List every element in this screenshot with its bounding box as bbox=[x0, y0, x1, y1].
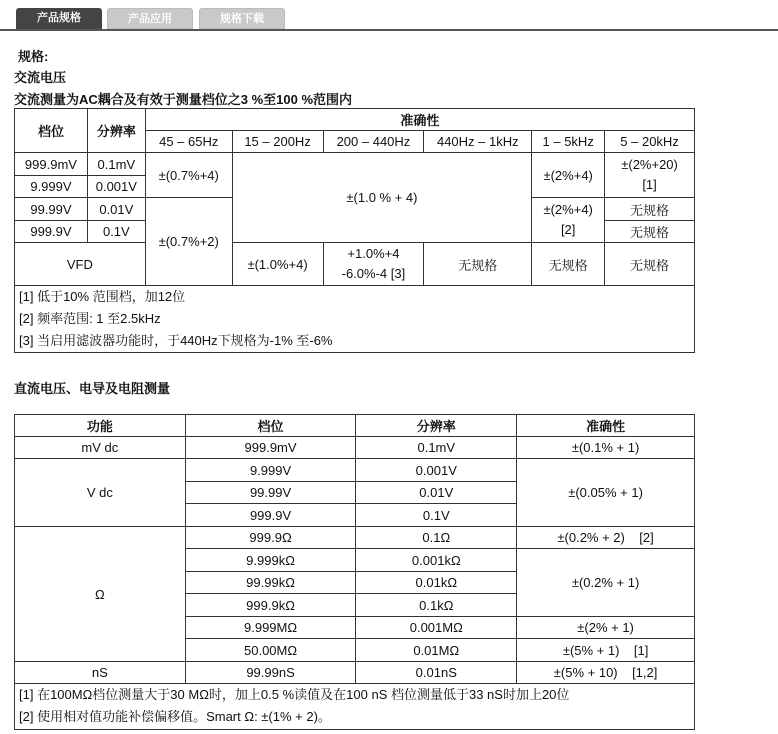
accuracy-cell: ±(0.1% + 1) bbox=[517, 437, 695, 459]
tab-spec-download[interactable]: 规格下载 bbox=[199, 8, 285, 29]
tab-bar bbox=[0, 0, 778, 31]
accuracy-cell: +1.0%+4 -6.0%-4 [3] bbox=[323, 243, 424, 286]
function-cell: mV dc bbox=[15, 437, 186, 459]
accuracy-cell: ±(0.7%+2) bbox=[145, 198, 232, 286]
dc-heading: 直流电压、电导及电阻测量 bbox=[14, 381, 171, 396]
range-cell: 9.999V bbox=[185, 459, 356, 482]
ac-description: 交流测量为AC耦合及有效于测量档位之3 %至100 %范围内 bbox=[14, 92, 353, 107]
header-accuracy: 准确性 bbox=[145, 109, 694, 131]
accuracy-cell: ±(2%+4) [2] bbox=[532, 198, 605, 243]
freq-header: 200 – 440Hz bbox=[323, 131, 424, 153]
range-cell: 9.999V bbox=[15, 176, 88, 198]
accuracy-cell: 无规格 bbox=[605, 198, 695, 221]
resolution-cell: 0.1mV bbox=[356, 437, 517, 459]
accuracy-cell: 无规格 bbox=[605, 221, 695, 243]
tab-product-application[interactable]: 产品应用 bbox=[107, 8, 193, 29]
range-cell: 99.99nS bbox=[185, 662, 356, 684]
tab-product-spec[interactable]: 产品规格 bbox=[16, 8, 102, 29]
note: [3] 当启用滤波器功能时，于440Hz下规格为-1% 至-6% bbox=[19, 333, 333, 348]
freq-header: 440Hz – 1kHz bbox=[424, 131, 532, 153]
note: [2] 频率范围: 1 至2.5kHz bbox=[19, 311, 161, 326]
ac-voltage-table bbox=[14, 108, 695, 353]
dc-notes bbox=[15, 684, 695, 730]
resolution-cell: 0.01nS bbox=[356, 662, 517, 684]
accuracy-cell: ±(0.05% + 1) bbox=[517, 459, 695, 527]
accuracy-cell: ±(1.0 % + 4) bbox=[232, 153, 532, 243]
header-resolution: 分辨率 bbox=[356, 415, 517, 437]
vfd-label: VFD bbox=[15, 243, 146, 286]
resolution-cell: 0.1V bbox=[356, 504, 517, 527]
resolution-cell: 0.001MΩ bbox=[356, 617, 517, 639]
range-cell: 999.9Ω bbox=[185, 527, 356, 549]
resolution-cell: 0.01V bbox=[87, 198, 145, 221]
function-cell: nS bbox=[15, 662, 186, 684]
spec-heading: 规格: bbox=[18, 49, 49, 64]
accuracy-cell: ±(1.0%+4) bbox=[232, 243, 323, 286]
range-cell: 999.9kΩ bbox=[185, 594, 356, 617]
resolution-cell: 0.1mV bbox=[87, 153, 145, 176]
range-cell: 999.9mV bbox=[15, 153, 88, 176]
resolution-cell: 0.001V bbox=[356, 459, 517, 482]
accuracy-cell: 无规格 bbox=[424, 243, 532, 286]
resolution-cell: 0.01V bbox=[356, 482, 517, 504]
ac-notes bbox=[15, 286, 695, 353]
resolution-cell: 0.1Ω bbox=[356, 527, 517, 549]
note: [1] 在100MΩ档位测量大于30 MΩ时，加上0.5 %读值及在100 nS 档位测量低于33 nS时加上20位 bbox=[19, 687, 570, 702]
accuracy-cell: ±(5% + 1) [1] bbox=[517, 639, 695, 662]
header-function: 功能 bbox=[15, 415, 186, 437]
accuracy-cell: 无规格 bbox=[532, 243, 605, 286]
accuracy-cell: ±(5% + 10) [1,2] bbox=[517, 662, 695, 684]
header-range: 档位 bbox=[15, 109, 88, 153]
header-resolution: 分辨率 bbox=[87, 109, 145, 153]
range-cell: 99.99V bbox=[15, 198, 88, 221]
range-cell: 9.999kΩ bbox=[185, 549, 356, 572]
ac-heading: 交流电压 bbox=[14, 70, 67, 85]
freq-header: 1 – 5kHz bbox=[532, 131, 605, 153]
resolution-cell: 0.001V bbox=[87, 176, 145, 198]
resolution-cell: 0.001kΩ bbox=[356, 549, 517, 572]
header-accuracy: 准确性 bbox=[517, 415, 695, 437]
freq-header: 45 – 65Hz bbox=[145, 131, 232, 153]
range-cell: 99.99V bbox=[185, 482, 356, 504]
accuracy-cell: ±(2% + 1) bbox=[517, 617, 695, 639]
freq-header: 5 – 20kHz bbox=[605, 131, 695, 153]
resolution-cell: 0.01MΩ bbox=[356, 639, 517, 662]
freq-header: 15 – 200Hz bbox=[232, 131, 323, 153]
resolution-cell: 0.01kΩ bbox=[356, 572, 517, 594]
resolution-cell: 0.1V bbox=[87, 221, 145, 243]
function-cell: V dc bbox=[15, 459, 186, 527]
accuracy-cell: ±(0.2% + 2) [2] bbox=[517, 527, 695, 549]
range-cell: 999.9V bbox=[15, 221, 88, 243]
accuracy-cell: 无规格 bbox=[605, 243, 695, 286]
function-cell: Ω bbox=[15, 527, 186, 662]
range-cell: 99.99kΩ bbox=[185, 572, 356, 594]
accuracy-cell: ±(0.2% + 1) bbox=[517, 549, 695, 617]
range-cell: 999.9V bbox=[185, 504, 356, 527]
range-cell: 999.9mV bbox=[185, 437, 356, 459]
tab-underline bbox=[0, 29, 778, 31]
accuracy-cell: ±(0.7%+4) bbox=[145, 153, 232, 198]
note: [1] 低于10% 范围档，加12位 bbox=[19, 289, 186, 304]
accuracy-cell: ±(2%+20) [1] bbox=[605, 153, 695, 198]
note: [2] 使用相对值功能补偿偏移值。Smart Ω: ±(1% + 2)。 bbox=[19, 709, 331, 724]
header-range: 档位 bbox=[185, 415, 356, 437]
range-cell: 9.999MΩ bbox=[185, 617, 356, 639]
accuracy-cell: ±(2%+4) bbox=[532, 153, 605, 198]
dc-table bbox=[14, 414, 695, 730]
resolution-cell: 0.1kΩ bbox=[356, 594, 517, 617]
range-cell: 50.00MΩ bbox=[185, 639, 356, 662]
